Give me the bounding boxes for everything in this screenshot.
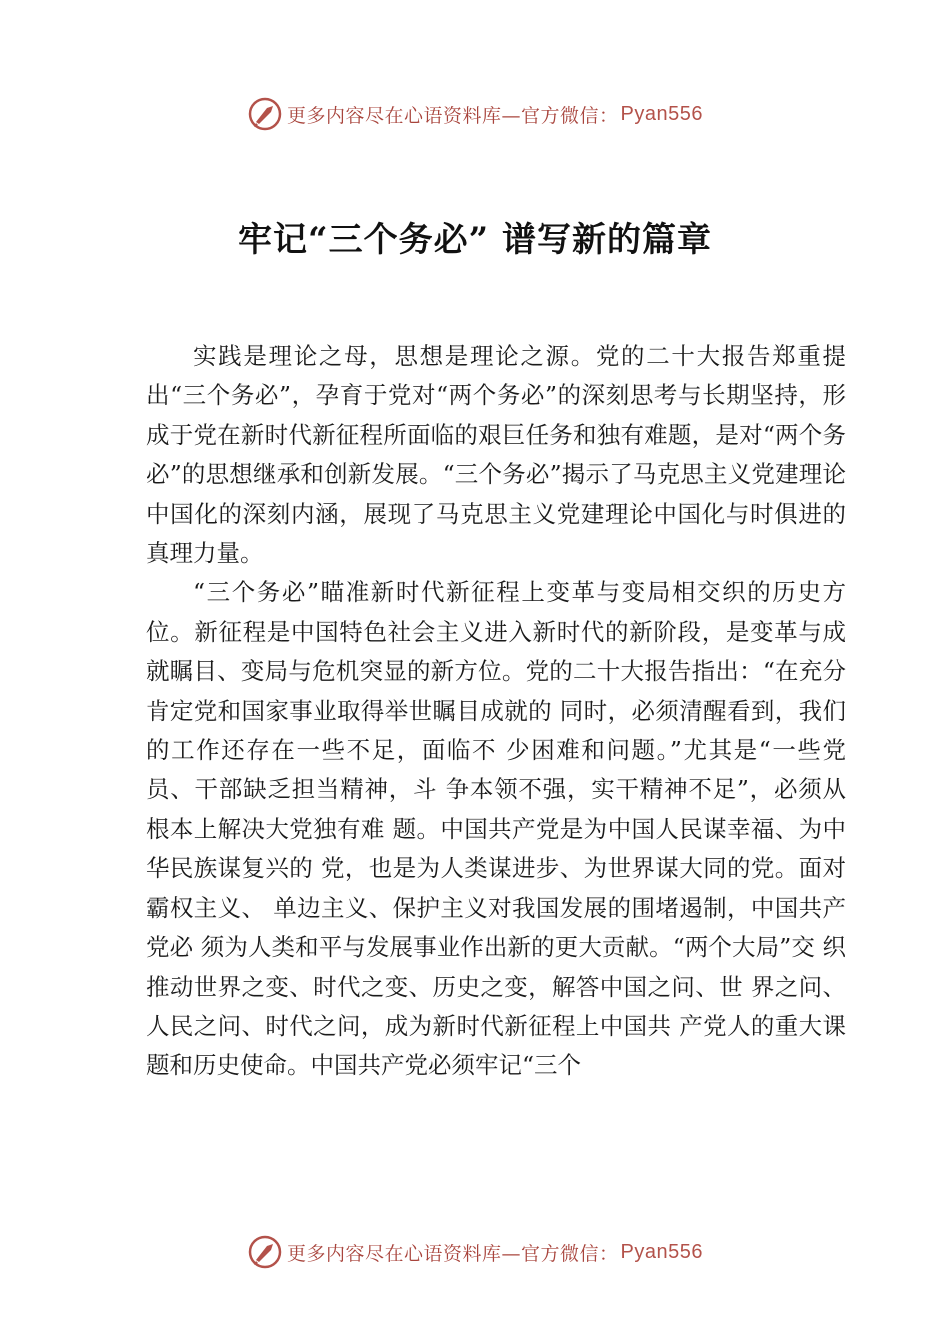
document-title: 牢记“三个务必” 谱写新的篇章 bbox=[238, 220, 712, 260]
pen-nib-logo-icon bbox=[247, 1234, 283, 1270]
paragraph-2: “三个务必”瞄准新时代新征程上变革与变局相交织的历史方位。新征程是中国特色社会主义进入新时代的新阶段，是变革与成就瞩目、变局与危机突显的新方位。党的二十大报告指出：“在充分肯定党和国家事业取得举世瞩目成就的 同时，必须清醒看到，我们的工作还存在一些不足，面临不 少困难和问题。”尤其是“一些党员、干部缺乏担当精神，斗 争本领不强，实干精神不足”，必须从根本上解决大党独有难 题。中国共产党是为中国人民谋幸福、为中华民族谋复兴的 党，也是为人类谋进步、为世界谋大同的党。面对霸权主义、 单边主义、保护主义对我国发展的围堵遏制，中国共产党必 须为人类和平与发展事业作出新的更大贡献。“两个大局”交 织推动世界之变、时代之变、历史之变，解答中国之问、世 界之问、人民之问、时代之问，成为新时代新征程上中国共 产党人的重大课题和历史使命。中国共产党必须牢记“三个 bbox=[146, 578, 846, 1080]
footer-watermark-banner bbox=[0, 1232, 950, 1272]
document-body bbox=[146, 337, 846, 1086]
header-watermark-banner bbox=[0, 94, 950, 134]
footer-wechat-id: Pyan556 bbox=[620, 1240, 703, 1263]
header-wechat-id: Pyan556 bbox=[620, 102, 703, 125]
pen-nib-logo-icon bbox=[247, 96, 283, 132]
footer-banner-text: 更多内容尽在心语资料库—官方微信： bbox=[287, 1242, 619, 1265]
header-banner-text: 更多内容尽在心语资料库—官方微信： bbox=[287, 104, 619, 127]
paragraph-1: 实践是理论之母，思想是理论之源。党的二十大报告郑重提出“三个务必”，孕育于党对“两个务必”的深刻思考与长期坚持，形成于党在新时代新征程所面临的艰巨任务和独有难题，是对“两个务必”的思想继承和创新发展。“三个务必”揭示了马克思主义党建理论中国化的深刻内涵，展现了马克思主义党建理论中国化与时俱进的真理力量。 bbox=[146, 342, 846, 568]
